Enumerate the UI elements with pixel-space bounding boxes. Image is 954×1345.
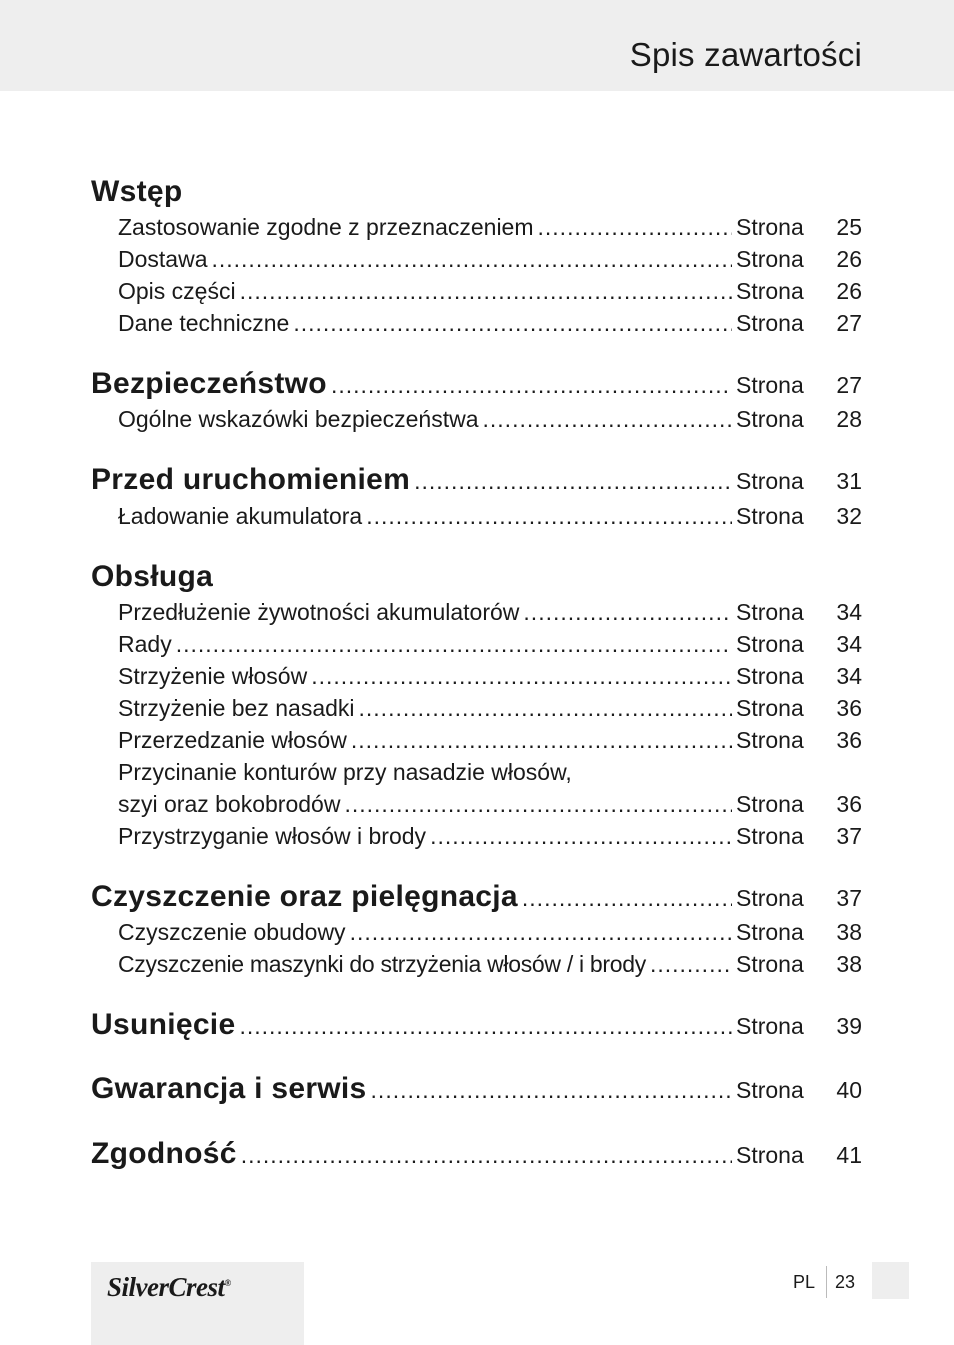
toc-entry-strona: Strona [736, 1077, 804, 1103]
toc-section-heading: Bezpieczeństwo [91, 367, 327, 400]
toc-entry-page: 34 [836, 599, 862, 625]
toc-section-row[interactable] [91, 1072, 862, 1106]
toc-section-row[interactable] [91, 880, 862, 914]
toc-leader-dots [331, 372, 732, 399]
toc-entry-label: Dane techniczne [118, 310, 290, 336]
toc-entry[interactable] [118, 951, 862, 978]
toc-entry-page: 39 [836, 1013, 862, 1039]
toc-entry-label: Przedłużenie żywotności akumulatorów [118, 599, 520, 625]
toc-section-row[interactable] [91, 1008, 862, 1042]
brand-logo-text: SilverCrest [107, 1272, 225, 1302]
toc-entry-page: 27 [836, 372, 862, 398]
toc-entry[interactable] [118, 278, 862, 305]
toc-entry-strona: Strona [736, 727, 804, 753]
toc-section-heading: Obsługa [91, 560, 214, 593]
toc-leader-dots [176, 631, 732, 658]
toc-section-row[interactable] [91, 367, 862, 401]
toc-entry-page: 37 [836, 885, 862, 911]
toc-entry-label: Przystrzyganie włosów i brody [118, 823, 427, 849]
toc-entry-strona: Strona [736, 468, 804, 494]
toc-leader-dots [522, 885, 732, 912]
toc-leader-dots [344, 791, 732, 818]
toc-entry-page: 27 [836, 310, 862, 336]
toc-entry-strona: Strona [736, 503, 804, 529]
toc-entry-strona: Strona [736, 919, 804, 945]
toc-section-heading: Czyszczenie oraz pielęgnacja [91, 880, 518, 913]
toc-entry-label: Opis części [118, 278, 236, 304]
toc-entry-page: 25 [836, 214, 862, 240]
toc-leader-dots [240, 278, 732, 305]
toc-entry-page: 37 [836, 823, 862, 849]
toc-entry[interactable] [118, 695, 862, 722]
toc-entry-page: 36 [836, 695, 862, 721]
toc-entry-strona: Strona [736, 631, 804, 657]
toc-leader-dots [483, 406, 732, 433]
brand-logo-box [91, 1262, 304, 1345]
toc-entry-strona: Strona [736, 885, 804, 911]
toc-entry-label: Ładowanie akumulatora [118, 503, 363, 529]
toc-leader-dots [523, 599, 732, 626]
toc-entry-label: Czyszczenie maszynki do strzyżenia włosów / i brody [118, 951, 646, 977]
toc-entry-page: 31 [836, 468, 862, 494]
toc-entry[interactable] [118, 214, 862, 241]
toc-entry-label: Rady [118, 631, 172, 657]
toc-leader-dots [538, 214, 732, 241]
toc-leader-dots [430, 823, 732, 850]
toc-entry-page: 28 [836, 406, 862, 432]
toc-section-heading: Gwarancja i serwis [91, 1072, 367, 1105]
toc-entry[interactable] [118, 791, 862, 818]
toc-entry-strona: Strona [736, 663, 804, 689]
toc-entry[interactable] [118, 727, 862, 754]
toc-leader-dots [371, 1077, 732, 1104]
toc-entry-strona: Strona [736, 823, 804, 849]
toc-entry-label: Czyszczenie obudowy [118, 919, 346, 945]
toc-entry-strona: Strona [736, 599, 804, 625]
toc-entry[interactable] [118, 246, 862, 273]
toc-leader-dots [359, 695, 732, 722]
toc-leader-dots [311, 663, 732, 690]
toc-entry-strona: Strona [736, 1013, 804, 1039]
toc-entry-page: 38 [836, 951, 862, 977]
toc-entry[interactable] [118, 406, 862, 433]
toc-entry-page: 26 [836, 246, 862, 272]
toc-section-heading: Przed uruchomieniem [91, 463, 411, 496]
toc-section-row[interactable] [91, 463, 862, 497]
toc-entry-label: Zastosowanie zgodne z przeznaczeniem [118, 214, 534, 240]
toc-leader-dots [293, 310, 732, 337]
toc-section-heading: Usunięcie [91, 1008, 236, 1041]
toc-entry-page: 38 [836, 919, 862, 945]
toc-entry[interactable] [118, 599, 862, 626]
page-number: 23 [835, 1272, 856, 1292]
toc-entry[interactable] [118, 310, 862, 337]
toc-entry[interactable] [118, 919, 862, 946]
toc-entry-label: szyi oraz bokobrodów [118, 791, 341, 817]
toc-leader-dots [351, 727, 732, 754]
toc-entry-strona: Strona [736, 791, 804, 817]
toc-entry-label: Strzyżenie włosów [118, 663, 308, 689]
toc-entry-page: 41 [836, 1142, 862, 1168]
language-code: PL [793, 1272, 816, 1292]
toc-entry[interactable] [118, 663, 862, 690]
registered-mark: ® [224, 1278, 231, 1288]
toc-leader-dots [366, 503, 732, 530]
page-corner-box [872, 1262, 909, 1299]
toc-entry-label: Dostawa [118, 246, 208, 272]
toc-entry-page: 32 [836, 503, 862, 529]
toc-entry[interactable] [118, 631, 862, 658]
toc-entry-label: Przerzedzanie włosów [118, 727, 347, 753]
toc-entry[interactable] [118, 503, 862, 530]
toc-leader-dots [350, 919, 732, 946]
toc-entry-strona: Strona [736, 406, 804, 432]
toc-entry-page: 34 [836, 631, 862, 657]
toc-entry[interactable] [118, 823, 862, 850]
toc-entry-strona: Strona [736, 214, 804, 240]
toc-section-row[interactable] [91, 1137, 862, 1171]
toc-leader-dots [239, 1013, 732, 1040]
toc-entry-strona: Strona [736, 310, 804, 336]
toc-entry-label: Strzyżenie bez nasadki [118, 695, 355, 721]
toc-entry-page: 36 [836, 727, 862, 753]
page-title: Spis zawartości [629, 36, 862, 73]
footer-divider [826, 1266, 827, 1298]
toc-entry-strona: Strona [736, 246, 804, 272]
toc-entry-strona: Strona [736, 695, 804, 721]
brand-logo [107, 1272, 231, 1303]
toc-leader-dots [241, 1142, 732, 1169]
toc-entry-label: Ogólne wskazówki bezpieczeństwa [118, 406, 479, 432]
toc-entry-strona: Strona [736, 278, 804, 304]
toc-entry-page: 40 [836, 1077, 862, 1103]
toc-entry-strona: Strona [736, 951, 804, 977]
toc-entry-strona: Strona [736, 1142, 804, 1168]
toc-entry-strona: Strona [736, 372, 804, 398]
toc-leader-dots [650, 951, 732, 978]
toc-entry-page: 34 [836, 663, 862, 689]
toc-section-heading: Zgodność [91, 1137, 237, 1170]
toc-entry-label-line1: Przycinanie konturów przy nasadzie włosów, [118, 759, 572, 785]
toc-entry-page: 36 [836, 791, 862, 817]
toc-leader-dots [211, 246, 732, 273]
toc-leader-dots [414, 468, 732, 495]
toc-entry-page: 26 [836, 278, 862, 304]
toc-section-heading: Wstęp [91, 175, 183, 208]
